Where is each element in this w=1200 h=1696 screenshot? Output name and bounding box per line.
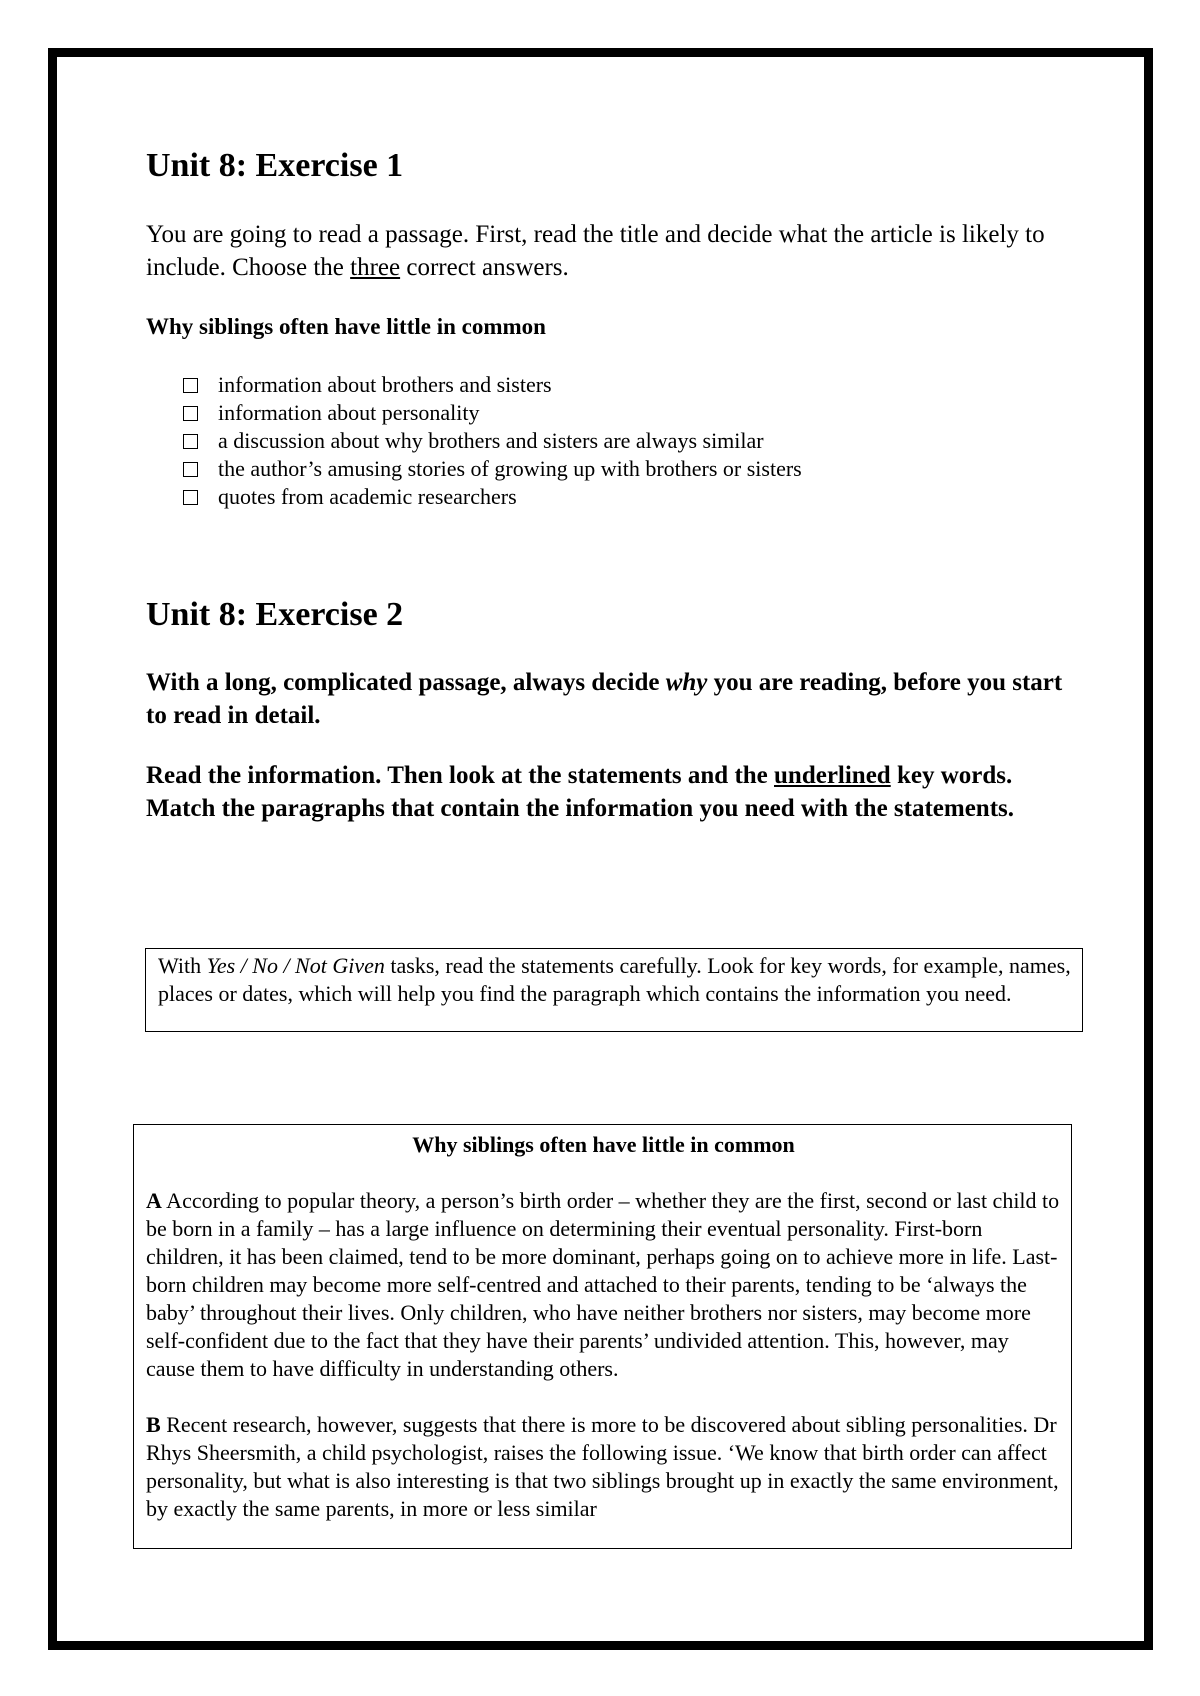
answer-options	[183, 371, 802, 511]
exercise2-paragraph-1	[146, 666, 1066, 732]
para2-text-end: key words. Match the paragraphs that contain the information you need with the statements.	[146, 762, 1015, 822]
paragraph-letter: B	[146, 1412, 161, 1437]
tip-text-end: tasks, read the statements carefully. Look for key words, for example, names, places or dates, which will help you find the paragraph which contains the information you need.	[158, 953, 1071, 1006]
checkbox-icon[interactable]	[183, 406, 198, 421]
tip-text: With	[158, 953, 207, 978]
exercise1-instructions	[146, 218, 1066, 284]
option-label: information about personality	[218, 400, 480, 425]
exercise2-heading: Unit 8: Exercise 2	[146, 596, 404, 633]
para2-underlined-word: underlined	[774, 762, 891, 789]
para2-text: Read the information. Then look at the statements and the	[146, 762, 775, 789]
passage-title: Why siblings often have little in common	[412, 1132, 795, 1157]
paragraph-text: Recent research, however, suggests that there is more to be discovered about sibling personalities. Dr Rhys Sheersmith, a child psychologist, raises the following issue. ‘We know that birth order can affect personality, but what is also interesting is that two siblings brought up in exactly the same environment, by exactly the same parents, in more or less similar	[146, 1412, 1059, 1521]
tip-italic: Yes / No / Not Given	[206, 953, 385, 978]
answer-option[interactable]	[183, 399, 802, 427]
para1-text: With a long, complicated passage, always decide	[146, 669, 666, 696]
exercise1-article-title: Why siblings often have little in common	[146, 314, 546, 339]
option-label: quotes from academic researchers	[218, 484, 517, 509]
option-label: information about brothers and sisters	[218, 372, 552, 397]
checkbox-icon[interactable]	[183, 490, 198, 505]
answer-option[interactable]	[183, 483, 802, 511]
paragraph-text: According to popular theory, a person’s birth order – whether they are the first, second or last child to be born in a family – has a large influence on determining their eventual personality. First-born children, it has been claimed, tend to be more dominant, perhaps going on to achieve more in life. Last-born children may become more self-centred and attached to their parents, tending to be ‘always the baby’ throughout their lives. Only children, who have neither brothers nor sisters, may become more self-confident due to the fact that they have their parents’ undivided attention. This, however, may cause them to have difficulty in understanding others.	[146, 1188, 1060, 1381]
checkbox-icon[interactable]	[183, 378, 198, 393]
answer-option[interactable]	[183, 427, 802, 455]
instructions-text-end: correct answers.	[400, 254, 569, 281]
exercise2-paragraph-2	[146, 759, 1066, 825]
instructions-text: You are going to read a passage. First, read the title and decide what the article is likely to include. Choose the	[146, 221, 1045, 281]
passage-paragraph-a	[146, 1187, 1061, 1383]
answer-option[interactable]	[183, 455, 802, 483]
answer-option[interactable]	[183, 371, 802, 399]
reading-passage	[133, 1124, 1072, 1549]
instructions-underlined-word: three	[350, 254, 401, 281]
checkbox-icon[interactable]	[183, 434, 198, 449]
checkbox-icon[interactable]	[183, 462, 198, 477]
para1-italic: why	[665, 669, 708, 696]
para1-text-end: you are reading, before you start to read in detail.	[146, 669, 1063, 729]
paragraph-letter: A	[146, 1188, 162, 1213]
exercise1-heading: Unit 8: Exercise 1	[146, 147, 404, 184]
tip-box	[145, 948, 1083, 1032]
passage-paragraph-b	[146, 1411, 1061, 1523]
option-label: a discussion about why brothers and sisters are always similar	[218, 428, 764, 453]
option-label: the author’s amusing stories of growing up with brothers or sisters	[218, 456, 802, 481]
